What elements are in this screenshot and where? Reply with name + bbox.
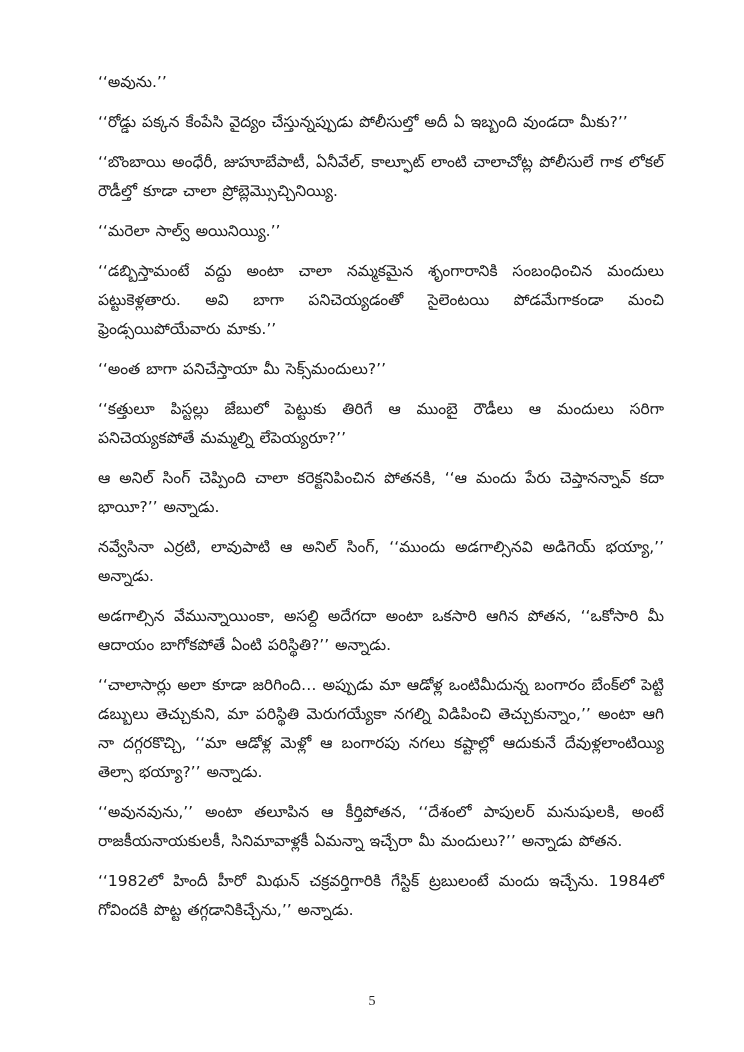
paragraph-8: ఆ అనిల్ సింగ్ చెప్పింది చాలా కరెక్టనిపించిన పోతనకి, ‘‘ఆ మందు పేరు చెప్తానన్నావ్ కదా భాయీ?’’ అన్నాడు. [98,469,664,516]
paragraph-10: అడగాల్సిన వేమున్నాయింకా, అసల్ది అదేగదా అంటా ఒకసారి ఆగిన పోతన, ‘‘ఒకోసారి మీ ఆదాయం బాగోకపోతే ఏంటి పరిస్థితి?’’ అన్నాడు. [98,607,664,654]
paragraph-6: ‘‘అంత బాగా పనిచేస్తాయా మీ సెక్స్‌మందులు?’’ [98,360,387,378]
paragraph-1: ‘‘అవును.’’ [98,73,167,91]
document-body [98,68,664,925]
paragraph-5: ‘‘డబ్బిస్తామంటే వద్దు అంటా చాలా నమ్మకమైన శృంగారానికి సంబంధించిన మందులు పట్టుకెళ్లతారు. అవి బాగా పనిచెయ్యడంతో సైలెంటయి పోడమేగాకండా మంచి ఫ్రెండ్సయిపోయేవారు మాకు.’’ [98,262,664,338]
page-number: 5 [368,994,376,1009]
paragraph-2: ‘‘రోడ్డు పక్కన కేంపేసి వైద్యం చేస్తున్నప్పుడు పోలీసుల్తో అదీ ఏ ఇబ్బంది వుండదా మీకు?’’ [98,113,628,131]
paragraph-7: ‘‘కత్తులూ పిస్టల్లు జేబులో పెట్టుకు తిరిగే ఆ ముంబై రౌడీలు ఆ మందులు సరిగా పనిచెయ్యకపోతే మమ్మల్ని లేపెయ్యరూ?’’ [98,400,664,447]
paragraph-11: ‘‘చాలాసార్లు అలా కూడా జరిగింది… అప్పుడు మా ఆడోళ్ల ఒంటిమీదున్న బంగారం బేంక్‌లో పెట్టి డబ్బులు తెచ్చుకుని, మా పరిస్థితి మెరుగయ్యేకా నగల్ని విడిపించి తెచ్చుకున్నాం,’’ అంటా ఆగి నా దగ్గరకొచ్చి, ‘‘మా ఆడోళ్ల మెళ్లో ఆ బంగారపు నగలు కష్టాల్లో ఆదుకునే దేవుళ్లలాంటియ్యి తెల్సా భయ్యా?’’ అన్నాడు. [98,676,664,781]
paragraph-3: ‘‘బొంబాయి అంధేరీ, జుహూబేపాటీ, ఏనీవేల్, కాల్ఫూట్ లాంటి చాలాచోట్ల పోలీసులే గాక లోకల్ రౌడీల్తో కూడా చాలా ప్రోబ్లెమ్సొచ్చినియ్యి. [98,153,664,200]
paragraph-12: ‘‘అవునవును,’’ అంటా తలూపిన ఆ కీర్తిపోతన, ‘‘దేశంలో పాపులర్ మనుషులకి, అంటే రాజకీయనాయకులకీ, సినిమావాళ్లకీ ఏమన్నా ఇచ్చేరా మీ మందులు?’’ అన్నాడు పోతన. [98,803,664,850]
paragraph-13: ‘‘1982లో హిందీ హీరో మిథున్ చక్రవర్తిగారికి గేస్టిక్ ట్రబులంటే మందు ఇచ్చేను. 1984లో గోవిందకి పొట్ట తగ్గడానికిచ్చేను,’’ అన్నాడు. [98,872,664,919]
paragraph-9: నవ్వేసినా ఎర్రటి, లావుపాటి ఆ అనిల్ సింగ్, ‘‘ముందు అడగాల్సినవి అడిగెయ్ భయ్యా,’’ అన్నాడు. [98,538,664,585]
paragraph-4: ‘‘మరెలా సాల్వ్ అయినియ్యి.’’ [98,222,281,240]
